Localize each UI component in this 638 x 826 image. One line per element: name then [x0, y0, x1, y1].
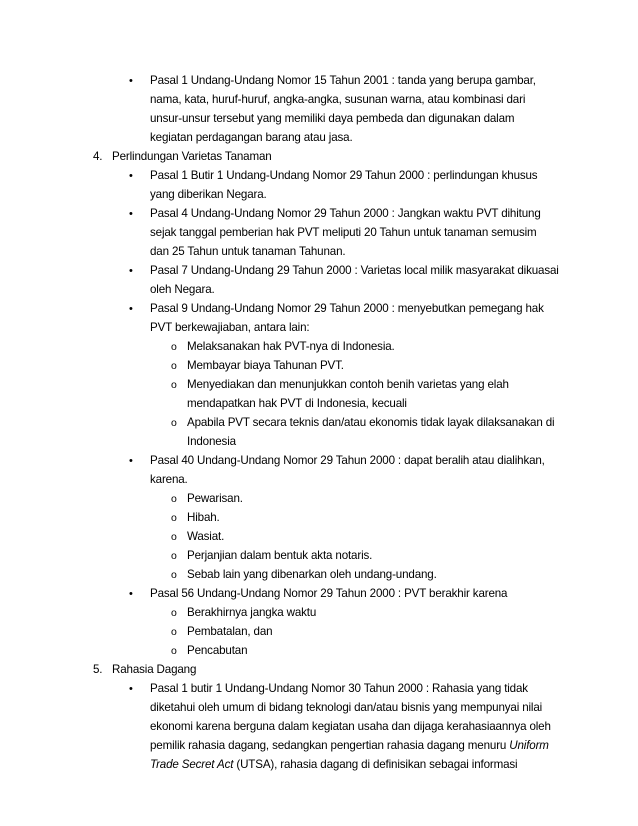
- bullet-icon: •: [129, 588, 133, 600]
- list-item-text: [150, 756, 517, 774]
- circle-bullet-icon: o: [171, 417, 177, 429]
- bullet-icon: •: [129, 455, 133, 467]
- sub-item-text: Membayar biaya Tahunan PVT.: [187, 359, 344, 372]
- sub-item-text: Pembatalan, dan: [187, 625, 273, 638]
- pasal-text: Pasal 1 Undang-Undang Nomor 15 Tahun 2001 : tanda yang berupa gambar,: [150, 74, 536, 87]
- sub-item-text: mendapatkan hak PVT di Indonesia, kecuali: [187, 397, 407, 410]
- circle-bullet-icon: o: [171, 379, 177, 391]
- list-item-text: Pasal 1 butir 1 Undang-Undang Nomor 30 Tahun 2000 : Rahasia yang tidak: [150, 682, 528, 695]
- bullet-icon: •: [129, 303, 133, 315]
- bullet-icon: •: [129, 75, 133, 87]
- list-item-text: karena.: [150, 473, 188, 486]
- list-item-text: Pasal 40 Undang-Undang Nomor 29 Tahun 2000 : dapat beralih atau dialihkan,: [150, 454, 545, 467]
- pasal-text: unsur-unsur tersebut yang memiliki daya pembeda dan digunakan dalam: [150, 112, 515, 125]
- sub-item-text: Melaksanakan hak PVT-nya di Indonesia.: [187, 340, 395, 353]
- circle-bullet-icon: o: [171, 626, 177, 638]
- sub-item-text: Berakhirnya jangka waktu: [187, 606, 317, 619]
- circle-bullet-icon: o: [171, 493, 177, 505]
- sub-item-text: Wasiat.: [187, 530, 225, 543]
- pasal-text: nama, kata, huruf-huruf, angka-angka, susunan warna, atau kombinasi dari: [150, 93, 526, 106]
- section-number: 5.: [93, 663, 103, 676]
- text-run: pemilik rahasia dagang, sedangkan pengertian rahasia dagang menuru: [150, 739, 510, 752]
- circle-bullet-icon: o: [171, 360, 177, 372]
- circle-bullet-icon: o: [171, 550, 177, 562]
- italic-term: Uniform: [509, 739, 549, 752]
- list-item-text: ekonomi karena berguna dalam kegiatan usaha dan dijaga kerahasiaannya oleh: [150, 720, 551, 733]
- sub-item-text: Hibah.: [187, 511, 220, 524]
- circle-bullet-icon: o: [171, 645, 177, 657]
- sub-item-text: Pewarisan.: [187, 492, 243, 505]
- list-item-text: Pasal 9 Undang-Undang Nomor 29 Tahun 2000 : menyebutkan pemegang hak: [150, 302, 544, 315]
- circle-bullet-icon: o: [171, 607, 177, 619]
- sub-item-text: Sebab lain yang dibenarkan oleh undang-undang.: [187, 568, 437, 581]
- text-run: (UTSA), rahasia dagang di definisikan sebagai informasi: [233, 758, 518, 771]
- pasal-text: kegiatan perdagangan barang atau jasa.: [150, 131, 353, 144]
- circle-bullet-icon: o: [171, 569, 177, 581]
- bullet-icon: •: [129, 208, 133, 220]
- bullet-icon: •: [129, 265, 133, 277]
- circle-bullet-icon: o: [171, 341, 177, 353]
- list-item-text: dan 25 Tahun untuk tanaman Tahunan.: [150, 245, 346, 258]
- bullet-icon: •: [129, 683, 133, 695]
- sub-item-text: Perjanjian dalam bentuk akta notaris.: [187, 549, 373, 562]
- list-item-text: oleh Negara.: [150, 283, 215, 296]
- section-title: Perlindungan Varietas Tanaman: [112, 150, 272, 163]
- list-item-text: Pasal 4 Undang-Undang Nomor 29 Tahun 2000 : Jangkan waktu PVT dihitung: [150, 207, 541, 220]
- sub-item-text: Indonesia: [187, 435, 236, 448]
- list-item-text: PVT berkewajiaban, antara lain:: [150, 321, 310, 334]
- list-item-text: [150, 737, 549, 755]
- list-item-text: Pasal 7 Undang-Undang 29 Tahun 2000 : Varietas local milik masyarakat dikuasai: [150, 264, 559, 277]
- list-item-text: Pasal 1 Butir 1 Undang-Undang Nomor 29 Tahun 2000 : perlindungan khusus: [150, 169, 538, 182]
- section-title: Rahasia Dagang: [112, 663, 197, 676]
- list-item-text: diketahui oleh umum di bidang teknologi dan/atau bisnis yang mempunyai nilai: [150, 701, 543, 714]
- list-item-text: sejak tanggal pemberian hak PVT meliputi 20 Tahun untuk tanaman semusim: [150, 226, 537, 239]
- circle-bullet-icon: o: [171, 531, 177, 543]
- sub-item-text: Pencabutan: [187, 644, 248, 657]
- sub-item-text: Menyediakan dan menunjukkan contoh benih varietas yang elah: [187, 378, 509, 391]
- sub-item-text: Apabila PVT secara teknis dan/atau ekonomis tidak layak dilaksanakan di: [187, 416, 555, 429]
- circle-bullet-icon: o: [171, 512, 177, 524]
- section-number: 4.: [93, 150, 103, 163]
- bullet-icon: •: [129, 170, 133, 182]
- italic-term: Trade Secret Act: [150, 758, 234, 771]
- list-item-text: Pasal 56 Undang-Undang Nomor 29 Tahun 2000 : PVT berakhir karena: [150, 587, 508, 600]
- list-item-text: yang diberikan Negara.: [150, 188, 267, 201]
